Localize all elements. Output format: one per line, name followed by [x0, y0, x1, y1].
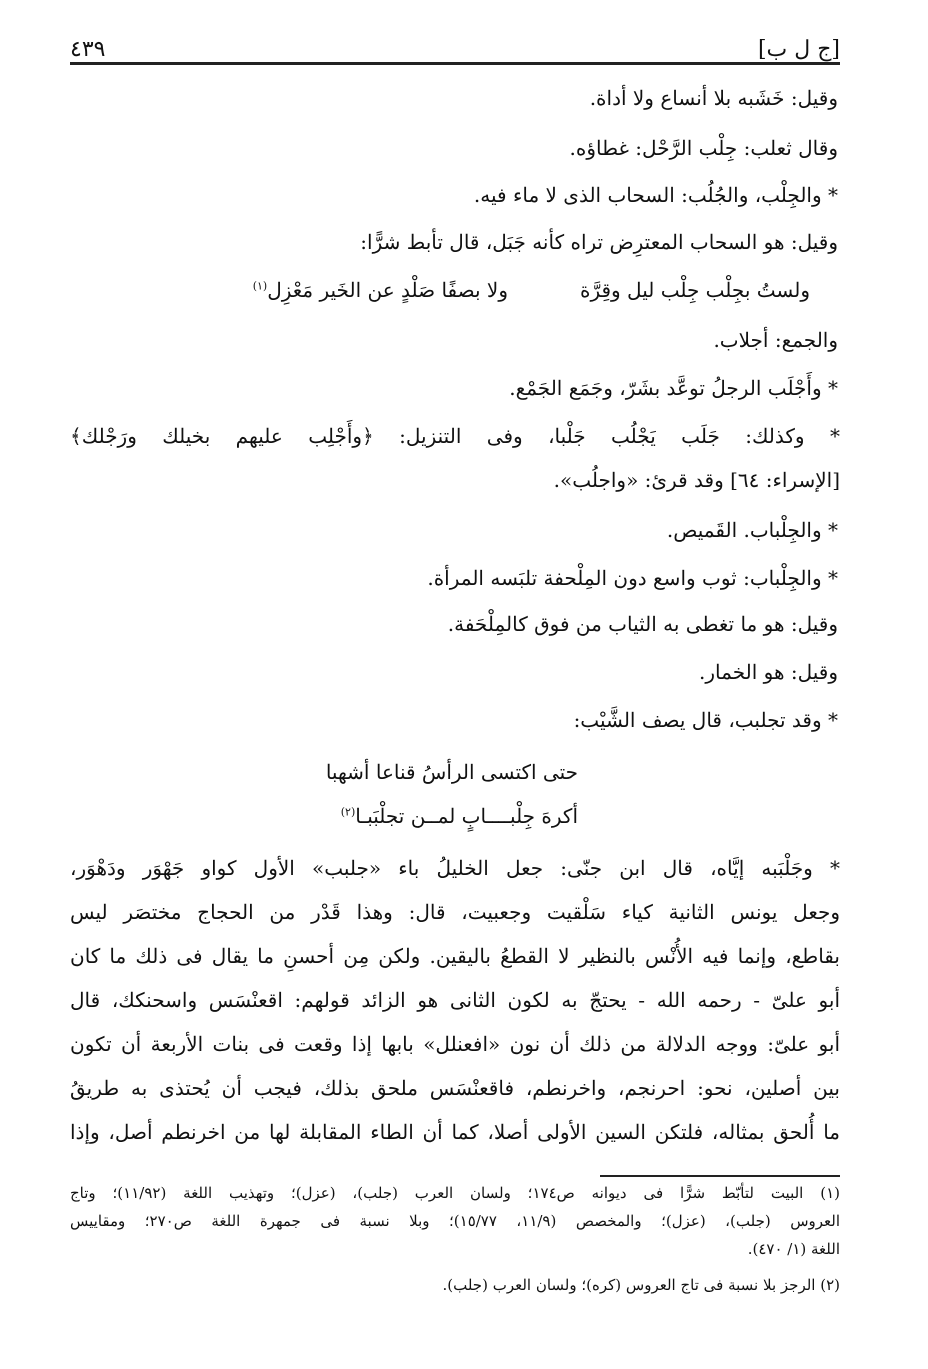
footnote-marker: (٢): [340, 805, 356, 819]
text-line: * وقد تجلبب، قال يصف الشَّيْب:: [573, 708, 838, 732]
text-line: أبو علىّ - رحمه الله - يحتجّ به لكون الثانى هو الزائد قولهم: اقعنْسَس واسحنكك، قال: [70, 988, 840, 1012]
text-line: * والجِلْباب. القَميص.: [666, 518, 838, 542]
text-line: وقيل: هو ما تغطى به الثياب من فوق كالمِلْحَفة.: [447, 612, 838, 636]
rajaz-line-1: حتى اكتسى الرأسُ قناعا أشهبا: [325, 760, 578, 784]
verse-hemistich-2: [253, 280, 508, 300]
footnote-line: العروس (جلب)، (عزل)؛ والمخصص (١١/٩، ١٥/٧٧)؛ وبلا نسبة فى جمهرة اللغة ص٢٧٠؛ ومقاييس: [70, 1212, 840, 1230]
text-line: وجعل يونس الثانية كياء سَلْقيت وجعبيت، قال: وهذا قَدْر من الحجاج مختصَر ليس: [70, 900, 840, 924]
verse-text: ولا بصفًا صَلْدٍ عن الخَير مَعْزِل: [267, 278, 508, 302]
footnote-separator: [600, 1175, 840, 1177]
text-line: وقيل: هو الخمار.: [699, 660, 838, 684]
text-line: * والجِلْباب: ثوب واسع دون المِلْحفة تلبَسه المرأة.: [427, 566, 838, 590]
text-line: بقاطع، وإنما فيه الأُنْس بالنظير لا القطعُ باليقين. ولكن مِن أحسنِ ما يقال فى ذلك ما كان: [70, 944, 840, 968]
footnote-line: (٢) الرجز بلا نسبة فى تاج العروس (كره)؛ ولسان العرب (جلب).: [442, 1276, 840, 1294]
text-line: * والجِلْب، والجُلُب: السحاب الذى لا ماء فيه.: [473, 183, 838, 207]
text-line: * وجَلْبَبه إيَّاه، قال ابن جنّى: جعل الخليلُ باء «جلبب» الأول كواو جَهْوَر ودَهْوَر،: [70, 856, 840, 880]
footnote-line: (١) البيت لتأبّط شرًّا فى ديوانه ص١٧٤؛ ولسان العرب (جلب)، (عزل)؛ وتهذيب اللغة (١١/٩٢)؛ وتاج: [70, 1184, 840, 1202]
text-line: والجمع: أجلاب.: [713, 328, 838, 352]
rajaz-text: أكرهَ جِلْبــــابٍ لمــن تجلْبَبـا: [355, 804, 578, 828]
text-line: * وأَجْلَب الرجلُ توعَّد بشَرّ، وجَمَع الجَمْع.: [509, 376, 838, 400]
text-line: [الإسراء: ٦٤] وقد قرئ: «واجلُب».: [553, 468, 840, 492]
page-number: ٤٣٩: [70, 37, 106, 62]
text-line: * وكذلك: جَلَب يَجْلُب جَلْبا، وفى التنزيل: ﴿وأَجْلِب عليهم بخيلك ورَجْلك﴾: [70, 424, 840, 448]
text-line: وقيل: خَشَبه بلا أنساع ولا أداة.: [589, 86, 838, 110]
running-header: [70, 22, 840, 65]
verse-hemistich-1: ولستُ بجِلْب جِلْب ليل وقِرَّة: [579, 278, 810, 302]
text-line: وقال ثعلب: جِلْب الرَّحْل: غطاؤه.: [569, 136, 838, 160]
text-line: بين أصلين، نحو: احرنجم، واخرنطم، فاقعنْسَس ملحق بذلك، فيجب أن يُحتذى به طريقُ: [70, 1076, 840, 1100]
footnote-marker: (١): [252, 279, 268, 293]
text-line: وقيل: هو السحاب المعترِض تراه كأنه جَبَل، قال تأبط شرًّا:: [360, 230, 838, 254]
rajaz-line-2: [341, 806, 578, 826]
text-line: أبو علىّ: ووجه الدلالة من ذلك أن نون «افعنلل» بابها إذا وقعت فى بنات الأربعة أن تكون: [70, 1032, 840, 1056]
text-line: ما أُلحق بمثاله، فلتكن السين الأولى أصلا، كما أن الطاء المقابلة لها من اخرنطم أصل، وإذا: [70, 1120, 840, 1144]
entry-root-label: [ج ل ب]: [757, 37, 840, 62]
footnote-line: اللغة (١/ ٤٧٠).: [747, 1240, 840, 1258]
